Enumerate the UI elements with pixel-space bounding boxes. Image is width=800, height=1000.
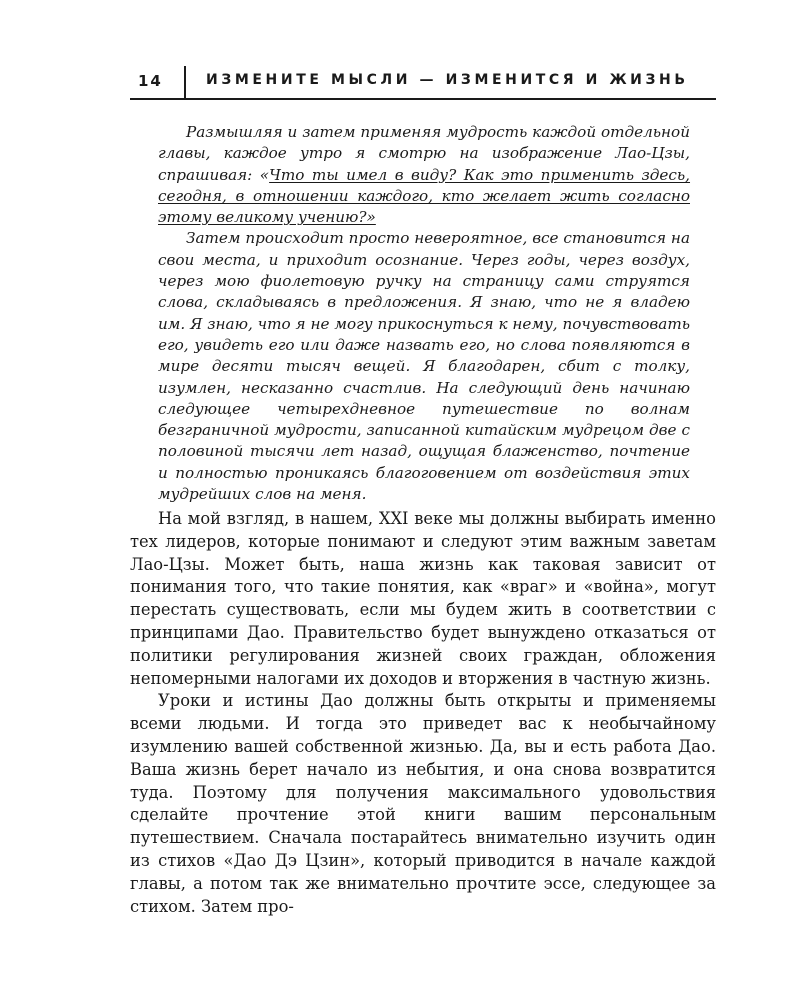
page-number: 14 [138, 72, 163, 90]
page-header [130, 66, 716, 100]
body-paragraph-1: На мой взгляд, в нашем, XXI веке мы должны выбирать именно тех лидеров, которые понимают и следуют этим важным заветам Лао-Цзы. Может быть, наша жизнь как таковая зависит от понимания того, что такие понятия, как «враг» и «война», могут перестать существовать, если мы будем жить в соответствии с принципами Дао. Правительство будет вынуждено отказаться от политики регулирования жизней своих граждан, обложения непомерными налогами их доходов и вторжения в частную жизнь. [130, 509, 716, 688]
main-text [130, 508, 716, 918]
quote-paragraph-1 [158, 122, 690, 228]
epigraph-quote [158, 122, 690, 505]
quote-question: Что ты имел в виду? Как это применить здесь, сегодня, в отношении каждого, кто желает жить согласно этому великому учению?» [158, 165, 691, 227]
quote-paragraph-2: Затем происходит просто невероятное, все становится на свои места, и приходит осознание. Через годы, через воздух, через мою фиолетовую ручку на страницу сами струятся слова, складываясь в предложения. Я знаю, что не я владею им. Я знаю, что я не могу прикоснуться к нему, почувствовать его, увидеть его или даже назвать его, но слова появляются в мире десяти тысяч вещей. Я благодарен, сбит с толку, изумлен, несказанно счастлив. На следующий день начинаю следующее четырехдневное путешествие по волнам безграничной мудрости, записанной китайским мудрецом две с половиной тысячи лет назад, ощущая блаженство, почтение и полностью проникаясь благоговением от воздействия этих мудрейших слов на меня. [158, 229, 690, 504]
header-divider [184, 66, 186, 100]
quote-intro: Размышляя и затем применяя мудрость каждой отдельной главы, каждое утро я смотрю на изображение Лао-Цзы, спрашивая: « [158, 123, 690, 184]
running-title: ИЗМЕНИТЕ МЫСЛИ — ИЗМЕНИТСЯ И ЖИЗНЬ [206, 72, 689, 88]
body-paragraph-2: Уроки и истины Дао должны быть открыты и применяемы всеми людьми. И тогда это приведет вас к необычайному изумлению вашей собственной жизнью. Да, вы и есть работа Дао. Ваша жизнь берет начало из небытия, и она снова возвратится туда. Поэтому для получения максимального удовольствия сделайте прочтение этой книги вашим персональным путешествием. Сначала постарайтесь внимательно изучить один из стихов «Дао Дэ Цзин», который приводится в начале каждой главы, а потом так же внимательно прочтите эссе, следующее за стихом. Затем про- [130, 691, 716, 916]
header-rule [130, 98, 716, 100]
